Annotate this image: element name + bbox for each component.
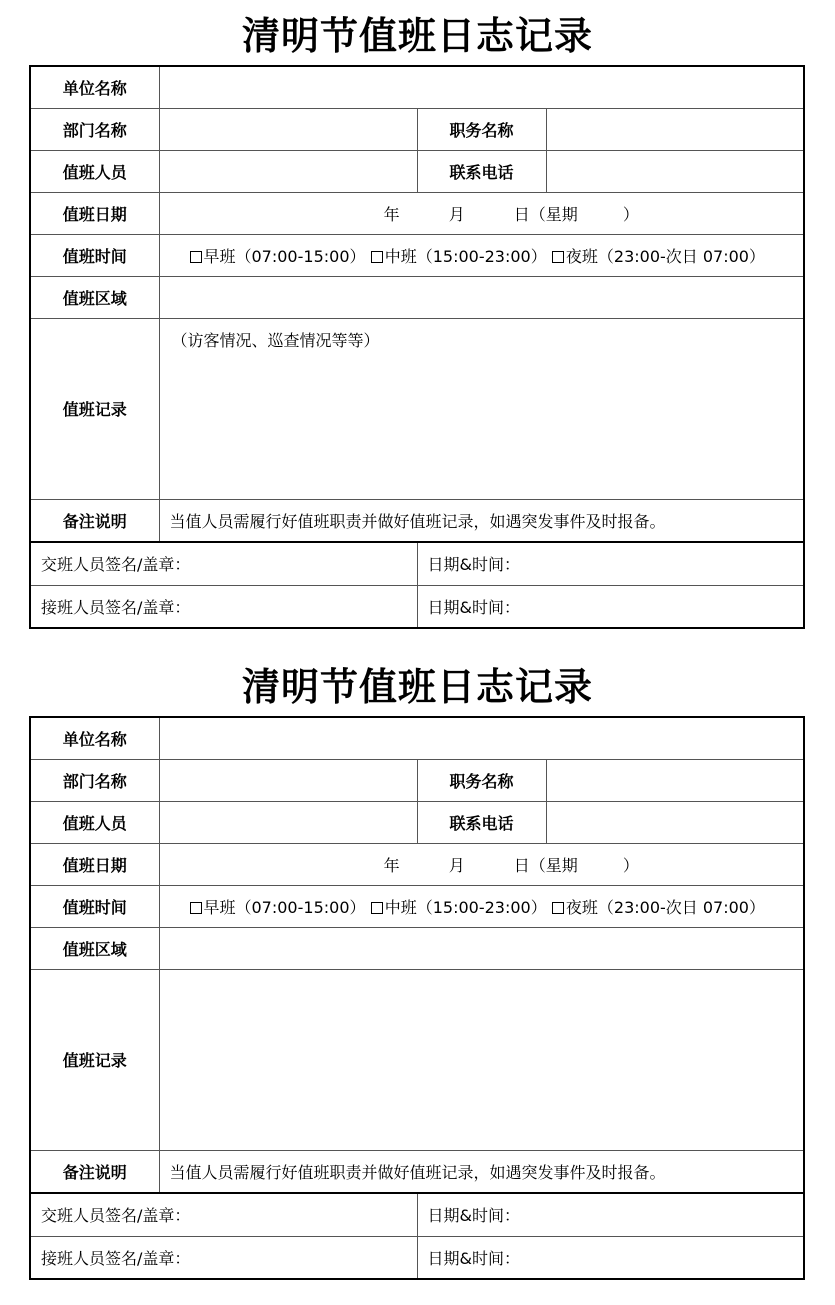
area-label: 值班区域 — [30, 276, 159, 318]
date-month: 月 — [448, 204, 465, 224]
record-label: 值班记录 — [30, 318, 159, 499]
unit-label: 单位名称 — [30, 717, 159, 759]
date-label: 值班日期 — [30, 843, 159, 885]
position-field[interactable] — [546, 759, 804, 801]
shift-option-middle[interactable] — [371, 895, 547, 918]
department-field[interactable] — [159, 108, 417, 150]
checkbox-icon[interactable] — [371, 251, 383, 263]
date-close: ） — [622, 204, 639, 224]
unit-field[interactable] — [159, 717, 804, 759]
shift-option-night[interactable] — [552, 895, 765, 918]
position-field[interactable] — [546, 108, 804, 150]
time-label: 值班时间 — [30, 234, 159, 276]
shift-option-night[interactable] — [552, 244, 765, 267]
shift-label: 夜班（23:00-次日 07:00） — [565, 246, 765, 266]
phone-label: 联系电话 — [417, 150, 546, 192]
area-field[interactable] — [159, 276, 804, 318]
date-field[interactable] — [159, 192, 804, 234]
note-text: 当值人员需履行好值班职责并做好值班记录，如遇突发事件及时报备。 — [159, 499, 804, 542]
checkbox-icon[interactable] — [552, 251, 564, 263]
department-field[interactable] — [159, 759, 417, 801]
date-label: 值班日期 — [30, 192, 159, 234]
shift-option-middle[interactable] — [371, 244, 547, 267]
shift-options — [159, 885, 804, 927]
record-field[interactable] — [159, 318, 804, 499]
form-title: 清明节值班日志记录 — [241, 14, 593, 58]
checkbox-icon[interactable] — [190, 902, 202, 914]
department-label: 部门名称 — [30, 108, 159, 150]
duty-log-table — [29, 716, 805, 1280]
phone-label: 联系电话 — [417, 801, 546, 843]
staff-label: 值班人员 — [30, 150, 159, 192]
date-year: 年 — [383, 855, 400, 875]
staff-label: 值班人员 — [30, 801, 159, 843]
handover-to-time[interactable]: 日期&时间： — [417, 1236, 804, 1279]
handover-from-time[interactable]: 日期&时间： — [417, 542, 804, 585]
position-label: 职务名称 — [417, 108, 546, 150]
checkbox-icon[interactable] — [190, 251, 202, 263]
shift-options — [159, 234, 804, 276]
handover-from-sign[interactable]: 交班人员签名/盖章： — [30, 1193, 417, 1236]
handover-from-sign[interactable]: 交班人员签名/盖章： — [30, 542, 417, 585]
handover-to-sign[interactable]: 接班人员签名/盖章： — [30, 1236, 417, 1279]
shift-option-morning[interactable] — [190, 244, 366, 267]
shift-label: 中班（15:00-23:00） — [384, 246, 547, 266]
record-label: 值班记录 — [30, 969, 159, 1150]
phone-field[interactable] — [546, 150, 804, 192]
handover-from-time[interactable]: 日期&时间： — [417, 1193, 804, 1236]
note-text: 当值人员需履行好值班职责并做好值班记录，如遇突发事件及时报备。 — [159, 1150, 804, 1193]
area-label: 值班区域 — [30, 927, 159, 969]
note-label: 备注说明 — [30, 1150, 159, 1193]
date-month: 月 — [448, 855, 465, 875]
unit-label: 单位名称 — [30, 66, 159, 108]
position-label: 职务名称 — [417, 759, 546, 801]
area-field[interactable] — [159, 927, 804, 969]
form-title: 清明节值班日志记录 — [241, 665, 593, 709]
duty-log-table — [29, 65, 805, 629]
shift-label: 中班（15:00-23:00） — [384, 897, 547, 917]
staff-field[interactable] — [159, 150, 417, 192]
date-day: 日（星期 — [513, 204, 578, 224]
phone-field[interactable] — [546, 801, 804, 843]
department-label: 部门名称 — [30, 759, 159, 801]
shift-label: 早班（07:00-15:00） — [203, 246, 366, 266]
date-field[interactable] — [159, 843, 804, 885]
shift-option-morning[interactable] — [190, 895, 366, 918]
shift-label: 早班（07:00-15:00） — [203, 897, 366, 917]
checkbox-icon[interactable] — [371, 902, 383, 914]
shift-label: 夜班（23:00-次日 07:00） — [565, 897, 765, 917]
date-year: 年 — [383, 204, 400, 224]
handover-to-time[interactable]: 日期&时间： — [417, 585, 804, 628]
unit-field[interactable] — [159, 66, 804, 108]
handover-to-sign[interactable]: 接班人员签名/盖章： — [30, 585, 417, 628]
date-close: ） — [622, 855, 639, 875]
staff-field[interactable] — [159, 801, 417, 843]
checkbox-icon[interactable] — [552, 902, 564, 914]
record-field[interactable] — [159, 969, 804, 1150]
record-hint: （访客情况、巡查情况等等） — [171, 330, 380, 350]
date-day: 日（星期 — [513, 855, 578, 875]
note-label: 备注说明 — [30, 499, 159, 542]
time-label: 值班时间 — [30, 885, 159, 927]
